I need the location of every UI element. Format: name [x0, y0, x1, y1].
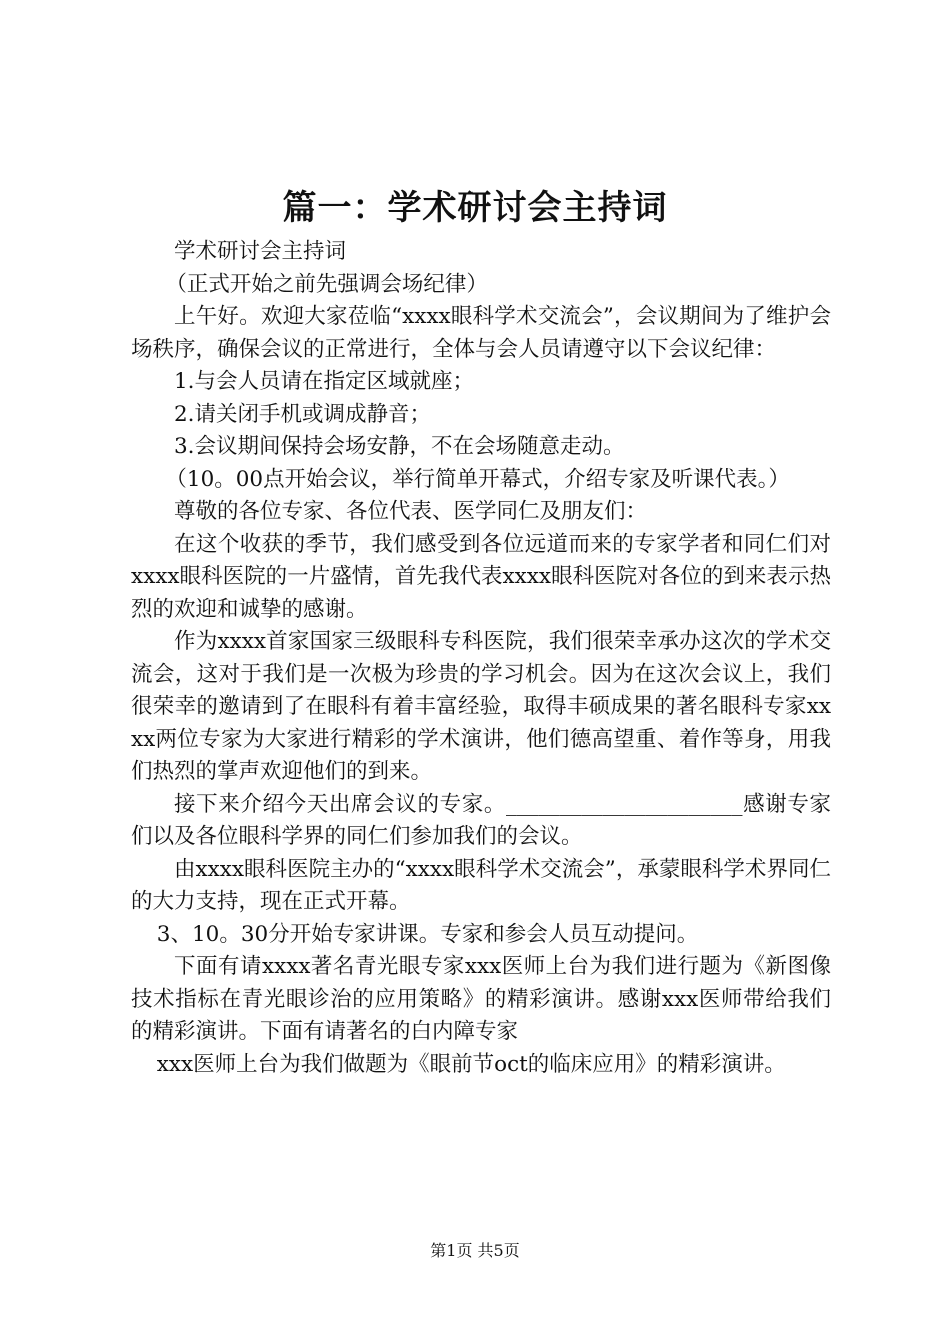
document-title: 篇一：学术研讨会主持词 — [282, 188, 668, 228]
paragraph: 3、10。30分开始专家讲课。专家和参会人员互动提问。 — [156, 921, 699, 947]
document-body — [131, 236, 831, 1081]
list-item: 3.会议期间保持会场安静，不在会场随意走动。 — [174, 434, 625, 459]
paragraph-welcome: 上午好。欢迎大家莅临“xxxx眼科学术交流会”，会议期间为了维护会场秩序，确保会议的正常进行，全体与会人员请遵守以下会议纪律： — [131, 304, 831, 362]
paragraph: 接下来介绍今天出席会议的专家。______________________感谢专家们以及各位眼科学界的同仁们参加我们的会议。 — [131, 791, 831, 849]
page-number-footer: 第1页 共5页 — [430, 1241, 520, 1260]
paragraph-note: （正式开始之前先强调会场纪律） — [165, 271, 488, 297]
paragraph: 在这个收获的季节，我们感受到各位远道而来的专家学者和同仁们对xxxx眼科医院的一片盛情，首先我代表xxxx眼科医院对各位的到来表示热烈的欢迎和诚挚的感谢。 — [131, 531, 831, 622]
list-item: 1.与会人员请在指定区域就座； — [174, 369, 475, 394]
list-item: 2.请关闭手机或调成静音； — [174, 401, 432, 427]
paragraph-schedule: （10。00点开始会议，举行简单开幕式，介绍专家及听课代表。） — [165, 466, 790, 492]
paragraph: 作为xxxx首家国家三级眼科专科医院，我们很荣幸承办这次的学术交流会，这对于我们是一次极为珍贵的学习机会。因为在这次会议上，我们很荣幸的邀请到了在眼科有着丰富经验，取得丰硕成果的著名眼科专家xxxx两位专家为大家进行精彩的学术演讲，他们德高望重、着作等身，用我们热烈的掌声欢迎他们的到来。 — [131, 629, 831, 784]
paragraph: xxx医师上台为我们做题为《眼前节oct的临床应用》的精彩演讲。 — [156, 1051, 786, 1077]
paragraph-heading: 学术研讨会主持词 — [174, 239, 347, 264]
paragraph: 由xxxx眼科医院主办的“xxxx眼科学术交流会”，承蒙眼科学术界同仁的大力支持，现在正式开幕。 — [131, 856, 831, 914]
paragraph-salutation: 尊敬的各位专家、各位代表、医学同仁及朋友们： — [174, 499, 648, 524]
paragraph: 下面有请xxxx著名青光眼专家xxx医师上台为我们进行题为《新图像技术指标在青光眼诊治的应用策略》的精彩演讲。感谢xxx医师带给我们的精彩演讲。下面有请著名的白内障专家 — [131, 954, 831, 1044]
